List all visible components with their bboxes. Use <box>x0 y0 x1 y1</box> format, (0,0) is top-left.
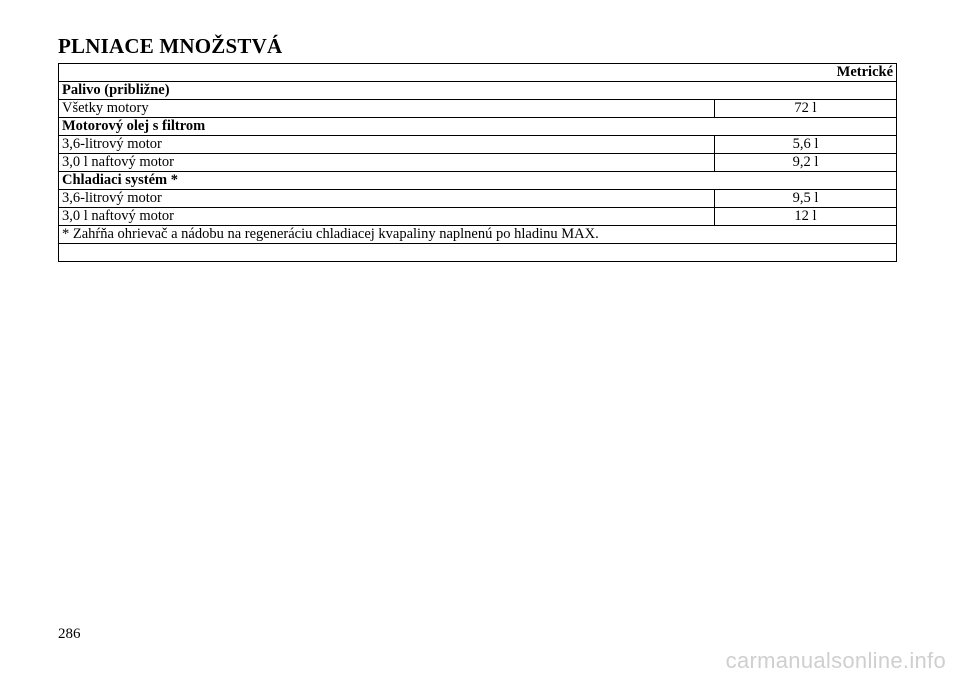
row-value: 5,6 l <box>715 136 897 154</box>
row-value: 9,2 l <box>715 154 897 172</box>
row-value: 12 l <box>715 208 897 226</box>
row-value: 72 l <box>715 100 897 118</box>
units-header: Metrické <box>59 64 897 82</box>
empty-cell <box>59 244 897 262</box>
row-label: 3,0 l naftový motor <box>59 208 715 226</box>
section-title-fuel: Palivo (približne) <box>59 82 897 100</box>
section-title-coolant: Chladiaci systém * <box>59 172 897 190</box>
table-row <box>59 190 897 208</box>
row-label: 3,6-litrový motor <box>59 136 715 154</box>
page-number: 286 <box>58 626 81 642</box>
section-row-oil <box>59 118 897 136</box>
row-label: 3,0 l naftový motor <box>59 154 715 172</box>
row-label: 3,6-litrový motor <box>59 190 715 208</box>
table-row <box>59 100 897 118</box>
section-row-fuel <box>59 82 897 100</box>
row-value: 9,5 l <box>715 190 897 208</box>
table-header-row <box>59 64 897 82</box>
table-row <box>59 208 897 226</box>
section-row-coolant <box>59 172 897 190</box>
row-label: Všetky motory <box>59 100 715 118</box>
table-row <box>59 136 897 154</box>
footnote-row <box>59 226 897 244</box>
footnote: * Zahŕňa ohrievač a nádobu na regeneráciu chladiacej kvapaliny naplnenú po hladinu MAX. <box>59 226 897 244</box>
page-title: PLNIACE MNOŽSTVÁ <box>58 34 283 58</box>
section-title-oil: Motorový olej s filtrom <box>59 118 897 136</box>
watermark-text: carmanualsonline.info <box>725 648 946 673</box>
fluid-capacities-table <box>58 63 897 262</box>
empty-row <box>59 244 897 262</box>
table-row <box>59 154 897 172</box>
